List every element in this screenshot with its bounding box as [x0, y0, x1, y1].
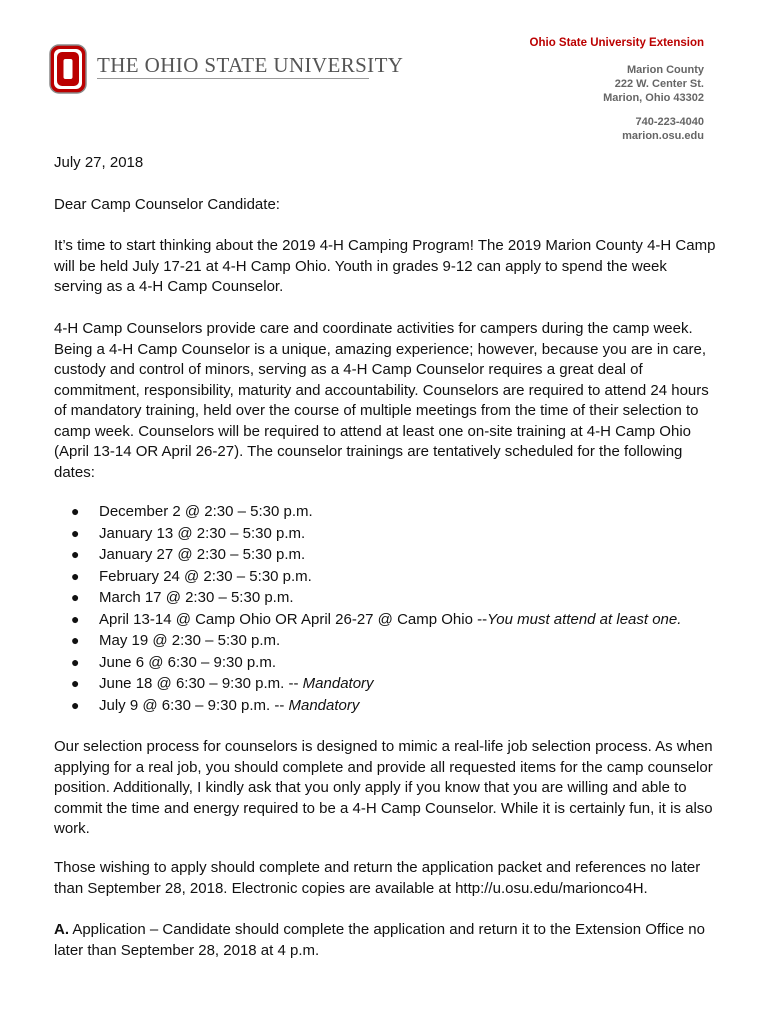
- university-wordmark: THE OHIO STATE UNIVERSITY: [97, 53, 404, 77]
- website-url: marion.osu.edu: [622, 130, 704, 142]
- phone-number: 740-223-4040: [635, 116, 704, 128]
- bullet-icon: ●: [71, 546, 80, 562]
- address-line: 222 W. Center St.: [614, 78, 704, 90]
- list-item: ● June 6 @ 6:30 – 9:30 p.m.: [54, 652, 681, 674]
- address-line: Marion, Ohio 43302: [603, 92, 704, 104]
- salutation: Dear Camp Counselor Candidate:: [54, 196, 280, 213]
- item-a-label: A.: [54, 921, 69, 938]
- bullet-icon: ●: [71, 589, 80, 605]
- bullet-icon: ●: [71, 524, 80, 541]
- date-note: You must attend at least one.: [487, 610, 682, 628]
- list-item: ● May 19 @ 2:30 – 5:30 p.m.: [54, 630, 681, 652]
- list-item: ● April 13-14 @ Camp Ohio OR April 26-27 @ Camp Ohio --You must attend at least one.: [54, 609, 681, 631]
- intro-paragraph: It’s time to start thinking about the 2019 4-H Camping Program! The 2019 Marion County 4-H Camp will be held July 17-21 at 4-H Camp Ohio. Youth in grades 9-12 can apply to spend the week serving as a 4-H Camp Counselor.: [54, 237, 716, 295]
- county-address: [603, 63, 704, 105]
- wordmark-divider: [97, 78, 369, 79]
- list-item: ● December 2 @ 2:30 – 5:30 p.m.: [54, 501, 681, 523]
- list-item: ● June 18 @ 6:30 – 9:30 p.m. -- Mandatory: [54, 673, 681, 695]
- ohio-state-block-o-logo: [49, 44, 87, 94]
- bullet-icon: ●: [71, 567, 80, 584]
- list-item: ● January 27 @ 2:30 – 5:30 p.m.: [54, 544, 681, 566]
- list-item: ● January 13 @ 2:30 – 5:30 p.m.: [54, 523, 681, 545]
- bullet-icon: ●: [71, 632, 80, 648]
- address-line: Marion County: [627, 64, 704, 76]
- bullet-icon: ●: [71, 653, 80, 670]
- list-item: ● February 24 @ 2:30 – 5:30 p.m.: [54, 566, 681, 588]
- extension-name: Ohio State University Extension: [529, 37, 704, 49]
- item-a-text: Application – Candidate should complete the application and return it to the Extension Office no later than September 28, 2018 at 4 p.m.: [54, 921, 705, 959]
- bullet-icon: ●: [71, 503, 80, 519]
- date-note: Mandatory: [288, 696, 360, 714]
- list-item: ● March 17 @ 2:30 – 5:30 p.m.: [54, 587, 681, 609]
- letter-date: July 27, 2018: [54, 154, 144, 171]
- bullet-icon: ●: [71, 696, 80, 713]
- bullet-icon: ●: [71, 610, 80, 627]
- contact-info: [622, 115, 704, 143]
- date-note: Mandatory: [302, 675, 374, 692]
- selection-process-paragraph: Our selection process for counselors is designed to mimic a real-life job selection process. As when applying for a real job, you should complete and provide all requested items for the camp counselor position. Additionally, I kindly ask that you only apply if you know that you are willing and able to commit the time and energy required to be a 4-H Camp Counselor. While it is certainly fun, it is also work.: [54, 738, 713, 837]
- list-item: ● July 9 @ 6:30 – 9:30 p.m. -- Mandatory: [54, 695, 681, 717]
- bullet-icon: ●: [71, 675, 80, 691]
- training-dates-list: [54, 501, 681, 716]
- counselor-duties-paragraph: 4-H Camp Counselors provide care and coordinate activities for campers during the camp week. Being a 4-H Camp Counselor is a unique, amazing experience; however, because you are in care, custody and control of minors, serving as a 4-H Camp Counselor requires a great deal of commitment, responsibility, maturity and accountability. Counselors are required to attend 24 hours of mandatory training, held over the course of multiple meetings from the time of their selection to camp week. Counselors will be required to attend at least one on-site training at 4-H Camp Ohio (April 13-14 OR April 26-27). The counselor trainings are tentatively scheduled for the following dates:: [54, 320, 709, 481]
- item-a-application: [54, 920, 719, 961]
- application-deadline-paragraph: Those wishing to apply should complete and return the application packet and references no later than September 28, 2018. Electronic copies are available at http://u.osu.edu/marionco4H.: [54, 859, 701, 897]
